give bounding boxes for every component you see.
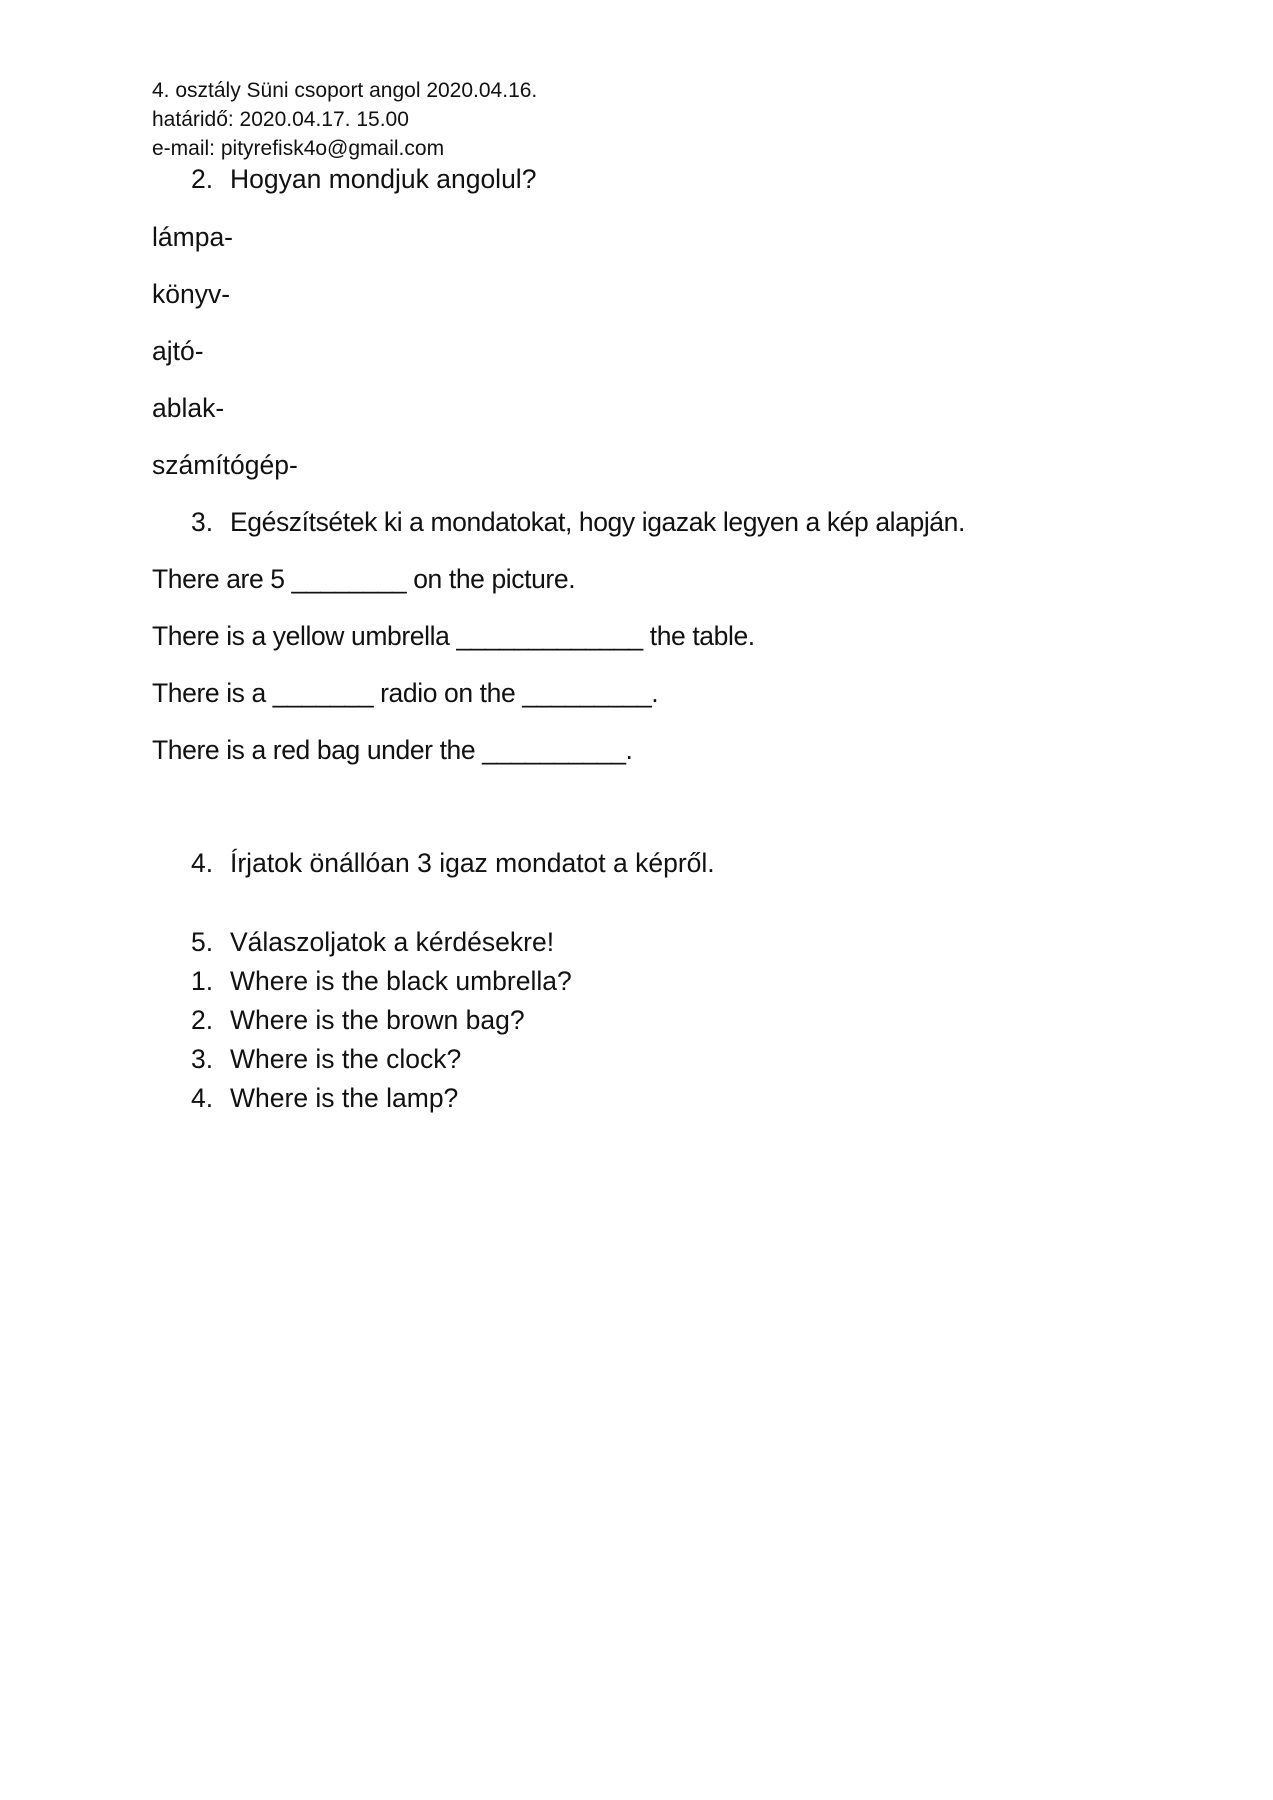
task-5-number: 5. [191, 927, 214, 957]
header-email-line: e-mail: pityrefisk4o@gmail.com [152, 137, 445, 160]
word-item: ajtó- [152, 336, 204, 366]
word-item: könyv- [152, 279, 231, 309]
task-5-title: Válaszoljatok a kérdésekre! [230, 927, 555, 957]
word-item: ablak- [152, 393, 225, 423]
fill-in-sentence: There is a red bag under the __________. [152, 735, 633, 765]
header-class-line: 4. osztály Süni csoport angol 2020.04.16. [152, 79, 538, 102]
question-text: Where is the brown bag? [230, 1005, 525, 1035]
task-4-title: Írjatok önállóan 3 igaz mondatot a képről. [230, 848, 715, 878]
question-text: Where is the lamp? [230, 1083, 459, 1113]
task-2-number: 2. [191, 164, 214, 194]
task-4-number: 4. [191, 848, 214, 878]
question-number: 1. [191, 966, 214, 996]
task-3-title: Egészítsétek ki a mondatokat, hogy igazak legyen a kép alapján. [230, 507, 965, 537]
fill-in-sentence: There is a yellow umbrella _____________ the table. [152, 621, 755, 651]
question-number: 3. [191, 1044, 214, 1074]
question-text: Where is the clock? [230, 1044, 462, 1074]
word-item: lámpa- [152, 222, 234, 252]
word-item: számítógép- [152, 450, 298, 480]
fill-in-sentence: There is a _______ radio on the _________. [152, 678, 659, 708]
header-deadline-line: határidő: 2020.04.17. 15.00 [152, 108, 409, 131]
question-number: 4. [191, 1083, 214, 1113]
question-text: Where is the black umbrella? [230, 966, 572, 996]
task-2-title: Hogyan mondjuk angolul? [230, 164, 537, 194]
fill-in-sentence: There are 5 ________ on the picture. [152, 564, 576, 594]
question-number: 2. [191, 1005, 214, 1035]
task-3-number: 3. [191, 507, 214, 537]
